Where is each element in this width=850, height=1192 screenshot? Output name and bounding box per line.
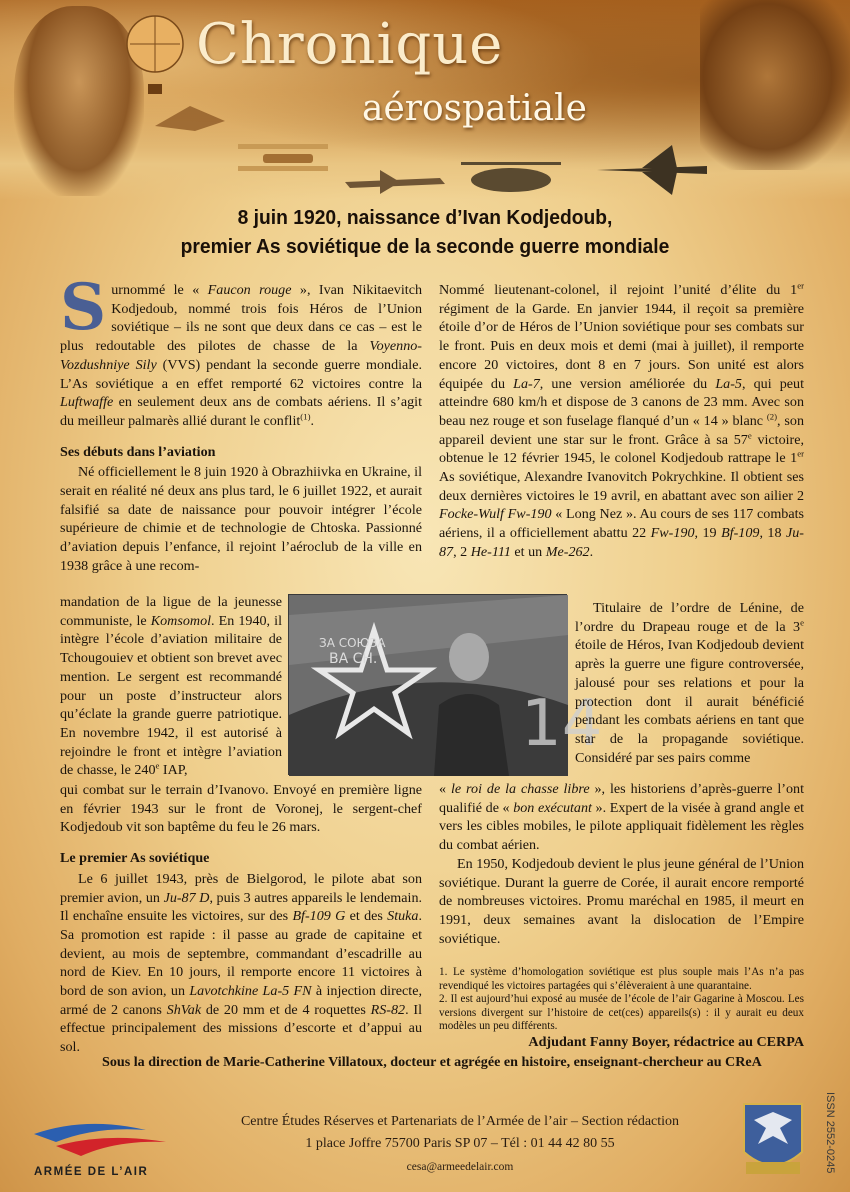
propeller-plane-icon [340, 160, 450, 200]
right-column-bottom [439, 780, 804, 948]
author-credit: Adjudant Fanny Boyer, rédactrice au CERPA [528, 1034, 804, 1050]
footnote-1: 1. Le système d’homologation soviétique est plus souple mais l’As n’a pas revendiqué les victoires partagées qui s’élèveraient à une quarantaine. [439, 966, 804, 992]
photo-inscription-2: ВА СН. [329, 651, 378, 667]
article-title [120, 203, 731, 261]
roi-chasse-paragraph: « le roi de la chasse libre », les historiens d’après-guerre l’ont qualifié de « bon exécutant ». Expert de la visée à grand angle et vers les cibles mobiles, le pilote appliquait fidèlement les règles du combat aérien. [439, 781, 804, 854]
cesa-eagle-badge-icon [740, 1098, 806, 1182]
chronicle-title: Chronique [196, 12, 504, 77]
left-column-bottom [60, 781, 422, 1057]
photo-wrap-left [60, 593, 282, 780]
footer-email-link[interactable]: cesa@armeedelair.com [406, 1161, 514, 1173]
section1-paragraph: Né officiellement le 8 juin 1920 à Obrazhiivka en Ukraine, il serait en réalité né deux ans plus tard, le 6 juillet 1922, et aurait falsifié sa date de naissance pour pouvoir intégrer l’école supérieure de chimie et de technologie de Chtoska. Passionné d’aviation depuis l’enfance, il rejoint l’aéroclub de la ville en 1938 grâce à une recom- [60, 464, 422, 574]
section-heading-debuts: Ses débuts dans l’aviation [60, 443, 216, 460]
photo-wrap-right [575, 599, 804, 767]
chronicle-subtitle: aérospatiale [362, 88, 587, 129]
footnotes [439, 966, 804, 1034]
article-title-line2: premier As soviétique de la seconde guerre mondiale [180, 235, 670, 258]
biplane-icon [228, 136, 338, 186]
left-column [60, 270, 422, 576]
komsomol-paragraph: mandation de la ligue de la jeunesse communiste, le Komsomol. En 1940, il intègre l’école d’aviation militaire de Tchougouiev et obtient son brevet avec mention. Le sergent est recommandé pour un poste d’instructeur alors qu’éclate la grande guerre patriotique. En novembre 1942, il est autorisé à rejoindre le front et intègre l’aviation de chasse, le 240e IAP, [60, 594, 282, 779]
voronej-paragraph: qui combat sur le terrain d’Ivanovo. Envoyé en première ligne en février 1943 sur le front de Voronej, le sergent-chef Kodjedoub vit son baptême du feu le 26 mars. [60, 782, 422, 836]
section2-paragraph: Le 6 juillet 1943, près de Bielgorod, le pilote abat son premier avion, un Ju-87 D, puis 3 autres appareils le lendemain. Il enchaîne ensuite les victoires, sur des Bf-109 G et des Stuka. Sa promotion est rapide : il passe au grade de capitaine et devient, au mois de septembre, commandant d’escadrille au nord de Kiev. En 10 jours, il remporte encore 11 victoires à bord de son avion, un Lavotchkine La-5 FN à injection directe, armé de 2 canons ShVak de 20 mm et de 4 roquettes RS-82. Il effectue principalement des missions d’escorte et d’appui au sol. [60, 870, 423, 1056]
issn-number: ISSN 2552-0245 [824, 1092, 836, 1174]
aviator-portrait-right [700, 0, 850, 170]
drop-cap: S [60, 270, 107, 345]
pilot-photo-drawing [289, 595, 603, 776]
helicopter-icon [456, 150, 566, 200]
balloon-icon [120, 14, 190, 104]
direction-credit: Sous la direction de Marie-Catherine Villatoux, docteur et agrégée en histoire, enseignant-chercheur au CReA [102, 1054, 762, 1070]
photo-inscription: ЗА СОЮЗА [319, 636, 386, 650]
section-heading-premier-as: Le premier As soviétique [60, 850, 210, 867]
photo-number: 14 [521, 687, 603, 761]
intro-paragraph: urnommé le « Faucon rouge », Ivan Nikitaevitch Kodjedoub, nommé trois fois Héros de l’Union soviétique – ils ne sont que deux dans ce cas – est le plus redoutable des pilotes de chasse de la Voyenno-Vozdushniye Sily (VVS) pendant la seconde guerre mondiale. L’As soviétique a en effet remporté 62 victoires contre la Luftwaffe en seulement deux ans de combats aériens. Il s’agit du meilleur palmarès allié durant le conflit$^{(1)}$. [60, 282, 422, 429]
general-paragraph: En 1950, Kodjedoub devient le plus jeune général de l’Union soviétique. Durant la guerre de Corée, il aurait encore remporté de nombreuses victoires. Promu maréchal en 1985, il meurt en 1991, deux semaines avant la dislocation de l’Empire soviétique. [439, 855, 804, 947]
pilot-photo [288, 594, 603, 775]
footnote-2: 2. Il est aujourd’hui exposé au musée de l’école de l’air Gagarine à Moscou. Les versions divergent sur l’histoire de cet(ces) appareils(s) : il y aurait eu deux modèles un peu différents. [439, 993, 804, 1032]
jet-fighter-icon [592, 140, 712, 200]
lieutenant-paragraph: Nommé lieutenant-colonel, il rejoint l’unité d’élite du 1er régiment de la Garde. En janvier 1944, il reçoit sa première étoile d’or de Héros de l’Union soviétique pour ses combats sur le front. Puis en deux mois et demi (mai à juillet), il remporte encore 20 victoires, dont 8 en 7 jours. Son unité est alors équipée du La-7, une version améliorée du La-5, qui peut atteindre 680 km/h et dispose de 3 canons de 23 mm. Avec son beau nez rouge et son fuselage flanqué d’un « 14 » blanc $^{(2)}$, son appareil devient une star sur le front. Grâce à sa 57e victoire, obtenue le 12 février 1945, le colonel Kodjedoub rattrape le 1er As soviétique, Alexandre Ivanovitch Pokrychkine. Il obtient ses deux dernières victoires le 19 avril, en abattant avec son ailier 2 Focke-Wulf Fw-190 « Long Nez ». Au cours de ses 117 combats aériens, il a officiellement abattu 22 Fw-190, 19 Bf-109, 18 Ju-87, 2 He-111 et un Me-262. [439, 280, 805, 560]
footer-address: 1 place Joffre 75700 Paris SP 07 – Tél : 01 44 42 80 55 [305, 1136, 615, 1151]
right-column [439, 281, 804, 562]
article-title-line1: 8 juin 1920, naissance d’Ivan Kodjedoub, [237, 206, 613, 229]
footer-organization: Centre Études Réserves et Partenariats de l’Armée de l’air – Section rédaction [240, 1114, 680, 1129]
header-banner [0, 0, 850, 200]
glider-icon [150, 96, 230, 156]
lenin-paragraph: Titulaire de l’ordre de Lénine, de l’ordre du Drapeau rouge et de la 3e étoile de Héros, Ivan Kodjedoub devient après la guerre une figure controversée, jalousé pour ses relations et pour la protection dont il aurait bénéficié pendant les combats aériens en tant que star de la propagande soviétique. Considéré par ses pairs comme [575, 600, 804, 766]
armee-de-lair-label: ARMÉE DE L’AIR [34, 1166, 149, 1178]
